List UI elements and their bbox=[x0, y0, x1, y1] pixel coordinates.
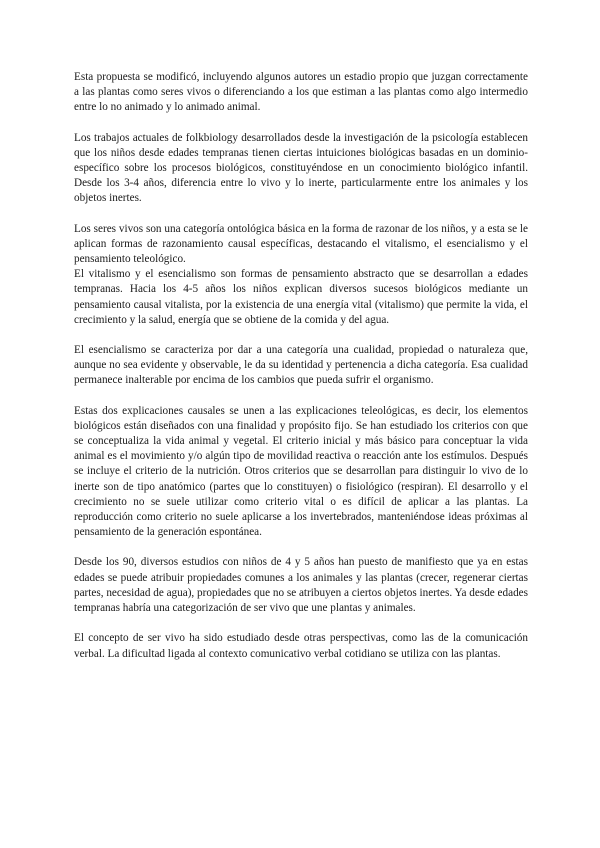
paragraph-studies-90s: Desde los 90, diversos estudios con niños de 4 y 5 años han puesto de manifiesto que ya en estas edades se puede atribuir propiedades comunes a los animales y las plantas (crecer, regenerar ciertas partes, necesidad de agua), propiedades que no se atribuyen a ciertos objetos inertes. Ya desde edades tempranas habría una categorización de ser vivo que une plantas y animales. bbox=[74, 556, 528, 615]
paragraph-teleological: Estas dos explicaciones causales se unen a las explicaciones teleológicas, es decir, los elementos biológicos están diseñados con una finalidad y propósito fijo. Se han estudiado los criterios con que se conceptualiza la vida animal y vegetal. El criterio inicial y más básico para conceptuar la vida animal es el movimiento y/o algún tipo de movilidad reactiva o reacción ante los estímulos. Después se incluye el criterio de la nutrición. Otros criterios que se desarrollan para distinguir lo vivo de lo inerte son de tipo anatómico (partes que lo constituyen) o fisiológico (respiran). El desarrollo y el crecimiento no se suele utilizar como criterio vital o es difícil de aplicar a las plantas. La reproducción como criterio no suele aplicarse a los invertebrados, manteniéndose ideas próximas al pensamiento de la generación espontánea. bbox=[74, 404, 528, 539]
paragraph-plant-stage: Esta propuesta se modificó, incluyendo algunos autores un estadio propio que juzgan correctamente a las plantas como seres vivos o diferenciando a los que estiman a las plantas como algo intermedio entre lo no animado y lo animado animal. bbox=[74, 71, 528, 114]
paragraph-verbal-communication: El concepto de ser vivo ha sido estudiado desde otras perspectivas, como las de la comunicación verbal. La dificultad ligada al contexto comunicativo verbal cotidiano se utiliza con las plantas. bbox=[74, 632, 528, 660]
paragraph-folkbiology: Los trabajos actuales de folkbiology desarrollados desde la investigación de la psicología establecen que los niños desde edades tempranas tienen ciertas intuiciones biológicas basadas en un dominio-específico sobre los procesos biológicos, constituyéndose en un conocimiento biológico infantil. Desde los 3-4 años, diferencia entre lo vivo y lo inerte, particularmente entre los animales y los objetos inertes. bbox=[74, 131, 528, 205]
paragraph-essentialism: El esencialismo se caracteriza por dar a una categoría una cualidad, propiedad o naturaleza que, aunque no sea evidente y observable, le da su identidad y pertenencia a dicha categoría. Esa cualidad permanece inalterable por encima de los cambios que pueda sufrir el organismo. bbox=[74, 344, 528, 387]
paragraph-ontological-category: Los seres vivos son una categoría ontológica básica en la forma de razonar de los niños, y a esta se le aplican formas de razonamiento causal específicas, destacando el vitalismo, el esencialismo y el pensamiento teleológico. bbox=[74, 222, 528, 266]
paragraph-vitalism: El vitalismo y el esencialismo son formas de pensamiento abstracto que se desarrollan a edades tempranas. Hacia los 4-5 años los niños explican diversos sucesos biológicos mediante un pensamiento causal vitalista, por la existencia de una energía vital (vitalismo) que permite la vida, el crecimiento y la salud, energía que se obtiene de la comida y del agua. bbox=[74, 268, 528, 326]
document-body bbox=[74, 70, 528, 677]
